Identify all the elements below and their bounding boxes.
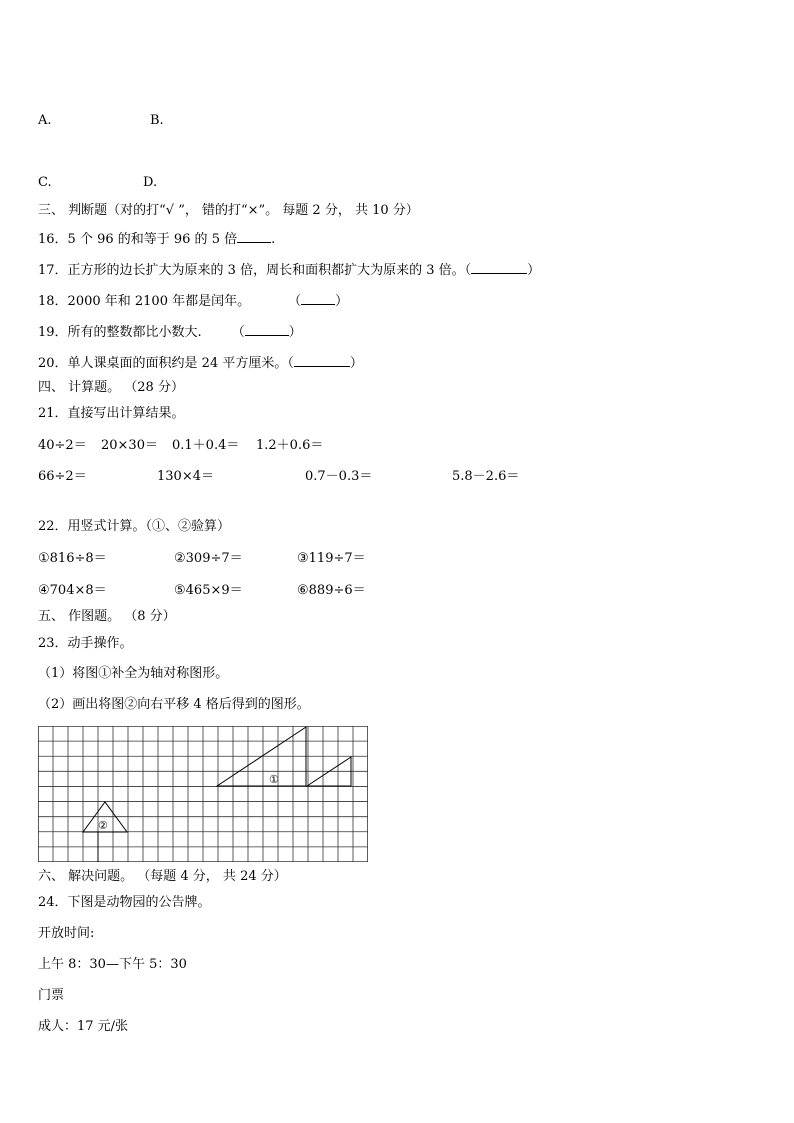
section-6-heading: 六、 解决问题。 （每题 4 分， 共 24 分） (38, 869, 287, 884)
question-23-part-1: （1）将图①补全为轴对称图形。 (38, 666, 229, 681)
question-19 (38, 323, 302, 341)
vertical-calc-item: ⑥889÷6＝ (297, 583, 366, 598)
calc-item: 130×4＝ (157, 469, 214, 484)
paren-close: ） (527, 263, 541, 278)
vertical-calc-item: ④704×8＝ (38, 583, 107, 598)
question-17 (38, 261, 540, 279)
vertical-calc-item: ③119÷7＝ (297, 551, 366, 566)
paren-open: （ (464, 263, 472, 278)
calc-item: 40÷2＝ (38, 438, 87, 453)
question-16-text: 16．5 个 96 的和等于 96 的 5 倍 (38, 232, 238, 247)
question-16 (38, 230, 275, 248)
paren-open: （ (288, 294, 302, 309)
question-17-text: 17．正方形的边长扩大为原来的 3 倍，周长和面积都扩大为原来的 3 倍。 (38, 263, 465, 278)
vertical-calc-item: ①816÷8＝ (38, 551, 107, 566)
section-3-heading: 三、 判断题（对的打“√ ”， 错的打“×”。 每题 2 分， 共 10 分） (38, 203, 419, 218)
calc-item: 66÷2＝ (38, 469, 87, 484)
question-18-text: 18．2000 年和 2100 年都是闰年。 (38, 294, 251, 309)
open-time-label: 开放时间: (38, 926, 95, 941)
answer-blank-16[interactable] (237, 230, 271, 243)
calc-item: 20×30＝ (101, 438, 158, 453)
question-24-title: 24．下图是动物园的公告牌。 (38, 895, 211, 910)
question-23-title: 23．动手操作。 (38, 636, 133, 651)
paren-close: ） (335, 294, 349, 309)
section-4-heading: 四、 计算题。 （28 分） (38, 380, 184, 395)
vertical-calc-item: ②309÷7＝ (174, 551, 243, 566)
figure-2-label: ② (98, 819, 108, 832)
answer-blank-19[interactable] (245, 323, 289, 336)
question-23-part-2: （2）画出将图②向右平移 4 格后得到的图形。 (38, 697, 310, 712)
section-5-heading: 五、 作图题。 （8 分） (38, 609, 176, 624)
answer-blank-17[interactable] (471, 261, 527, 274)
paren-close: ） (288, 325, 302, 340)
question-18 (38, 292, 348, 310)
question-20 (38, 354, 363, 372)
drawing-grid[interactable] (38, 726, 368, 862)
option-d-label: D. (143, 175, 158, 190)
question-16-end: . (271, 232, 276, 247)
paren-close: ） (349, 356, 363, 371)
paren-open: （ (231, 325, 245, 340)
vertical-calc-item: ⑤465×9＝ (174, 583, 243, 598)
calc-item: 5.8－2.6＝ (452, 469, 520, 484)
calc-item: 0.7－0.3＝ (305, 469, 373, 484)
answer-blank-20[interactable] (294, 354, 350, 367)
option-c-label: C. (38, 175, 52, 190)
question-21-title: 21．直接写出计算结果。 (38, 406, 185, 421)
calc-item: 1.2＋0.6＝ (256, 438, 324, 453)
answer-blank-18[interactable] (301, 292, 335, 305)
open-hours: 上午 8：30—下午 5：30 (38, 957, 187, 972)
figure-1-label: ① (269, 773, 279, 786)
adult-ticket-price: 成人：17 元/张 (38, 1019, 129, 1034)
question-20-text: 20．单人课桌面的面积约是 24 平方厘米。 (38, 356, 288, 371)
paren-open: （ (287, 356, 294, 371)
question-19-text: 19．所有的整数都比小数大. (38, 325, 202, 340)
grid-lines (38, 726, 368, 862)
option-b-label: B. (150, 113, 164, 128)
calc-item: 0.1＋0.4＝ (172, 438, 240, 453)
ticket-label: 门票 (38, 988, 65, 1003)
option-a-label: A. (38, 113, 52, 128)
question-22-title: 22．用竖式计算。（①、②验算） (38, 519, 231, 534)
